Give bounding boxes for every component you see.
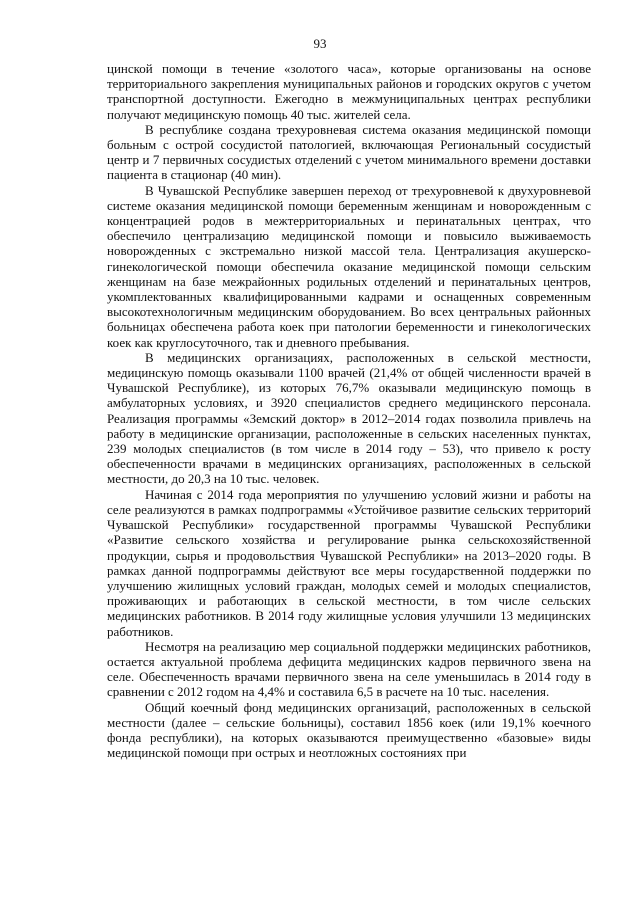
paragraph: В республике создана трехуровневая система оказания медицинской помощи больным с острой сосудистой патологией, включающая Региональный сосудистый центр и 7 первичных сосудистых отделений с учетом минимального времени доставки пациента в стационар (40 мин). bbox=[107, 121, 591, 183]
paragraph: В медицинских организациях, расположенных в сельской местности, медицинскую помощь оказывали 1100 врачей (21,4% от общей численности врачей в Чувашской Республике), из которых 76,7% оказывали медицинскую помощь в амбулаторных условиях, и 3920 специалистов среднего медицинского персонала. Реализация программы «Земский доктор» в 2012–2014 годах позволила привлечь на работу в медицинские организации, расположенные в сельских населенных пунктах, 239 молодых специалистов (в том числе в 2014 году – 53), что привело к росту обеспеченности врачами в медицинских организациях, расположенных в сельской местности, до 20,3 на 10 тыс. человек. bbox=[107, 349, 591, 487]
paragraph: В Чувашской Республике завершен переход от трехуровневой к двухуровневой системе оказания медицинской помощи беременным женщинам и новорожденным с концентрацией родов в межтерриториальных и перинатальных центрах, что обеспечило централизацию медицинской помощи и повысило выживаемость новорожденных с экстремально низкой массой тела. Централизация акушерско-гинекологической помощи обеспечила оказание медицинской помощи сельским женщинам на базе межрайонных родильных отделений и перинатальных центров, укомплектованных квалифицированными кадрами и оснащенных современным высокотехнологичным медицинским оборудованием. Во всех центральных районных больницах обеспечена работа коек при патологии беременности и гинекологических коек как круглосуточного, так и дневного пребывания. bbox=[107, 182, 591, 350]
paragraph: Начиная с 2014 года мероприятия по улучшению условий жизни и работы на селе реализуются в рамках подпрограммы «Устойчивое развитие сельских территорий Чувашской Республики» государственной программы Чувашской Республики «Развитие сельского хозяйства и регулирование рынка сельскохозяйственной продукции, сырья и продовольствия Чувашской Республики» на 2013–2020 годы. В рамках данной подпрограммы действуют все меры государственной поддержки по улучшению жилищных условий граждан, молодых семей и молодых специалистов, проживающих и работающих в сельской местности, в том числе сельских медицинских работников. В 2014 году жилищные условия улучшили 13 медицинских работников. bbox=[107, 486, 591, 639]
paragraph-continuation: цинской помощи в течение «золотого часа», которые организованы на основе территориального закрепления муниципальных районов и городских округов с учетом транспортной доступности. Ежегодно в межмуниципальных центрах республики получают медицинскую помощь 40 тыс. жителей села. bbox=[107, 61, 591, 122]
document-body bbox=[107, 61, 591, 760]
page-number: 93 bbox=[313, 36, 327, 51]
paragraph: Общий коечный фонд медицинских организаций, расположенных в сельской местности (далее – сельские больницы), составил 1856 коек (или 19,1% коечного фонда республики), на которых оказываются преимущественно «базовые» виды медицинской помощи при острых и неотложных состояниях при bbox=[107, 699, 591, 761]
paragraph: Несмотря на реализацию мер социальной поддержки медицинских работников, остается актуальной проблема дефицита медицинских кадров первичного звена на селе. Обеспеченность врачами первичного звена на селе уменьшилась в 2014 году в сравнении с 2012 годом на 4,4% и составила 6,5 в расчете на 10 тыс. населения. bbox=[107, 638, 591, 700]
